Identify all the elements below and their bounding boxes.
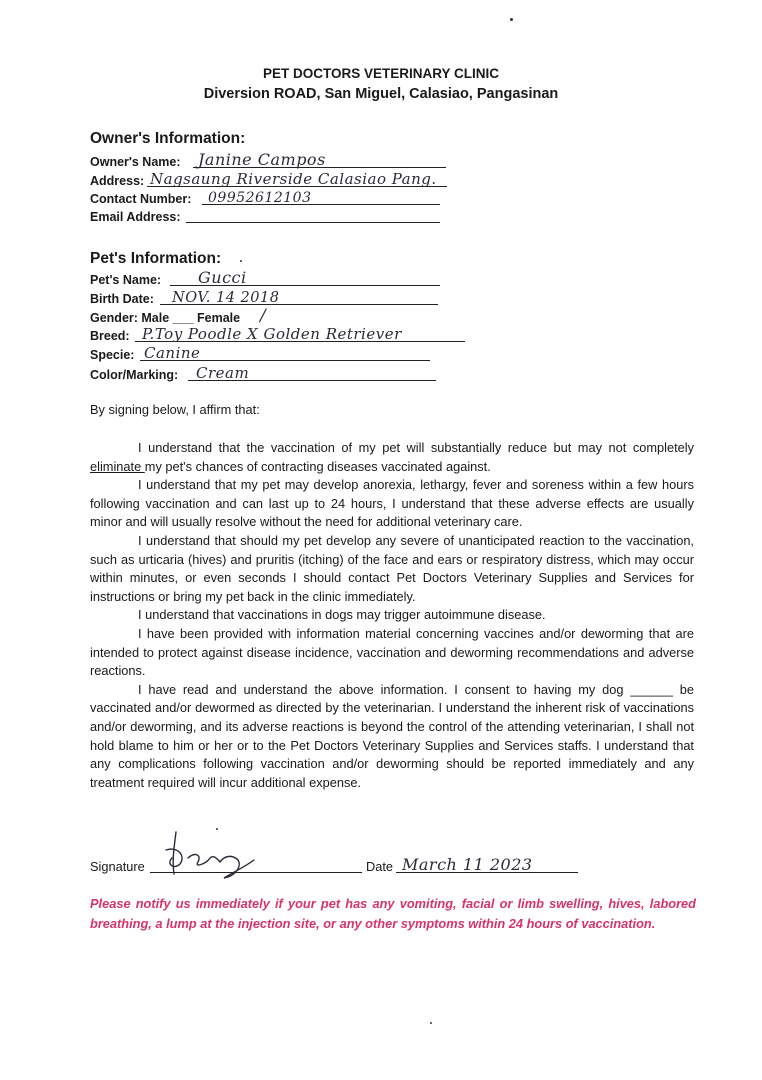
owner-address-field: [90, 171, 460, 189]
consent-paragraph-4: I understand that vaccinations in dogs may trigger autoimmune disease.: [138, 607, 546, 623]
consent-paragraph-2: I understand that my pet may develop anorexia, lethargy, fever and soreness within a few hours following vaccination and can last up to 24 hours, I understand that these adverse effects are usually minor and will usually resolve without the need for additional veterinary care.: [90, 477, 694, 530]
owner-info-heading: Owner's Information:: [90, 130, 246, 147]
pet-specie-label: Specie:: [90, 348, 135, 362]
signature-mark: [154, 830, 264, 886]
consent-paragraph-6: I have read and understand the above information. I consent to having my dog ______ be vaccinated and/or dewormed as directed by the veterinarian. I understand the inherent risk of vaccinations and/or deworming, and its adverse reactions is beyond the control of the attending veterinarian, I shall not hold blame to him or her or to the Pet Doctors Veterinary Supplies and Services staffs. I understand that any complications following vaccination and/or deworming should be reported immediately and any treatment required will incur additional expense.: [90, 681, 694, 790]
consent-p1-end: my pet's chances of contracting diseases vaccinated against.: [144, 458, 491, 474]
signature-label: Signature: [90, 859, 145, 874]
owner-name-field: [90, 152, 450, 170]
owner-email-field: [90, 207, 450, 225]
affirm-intro: By signing below, I affirm that:: [90, 402, 260, 417]
pet-birthdate-label: Birth Date:: [90, 292, 154, 306]
pet-gender-mark: /: [260, 306, 266, 326]
pet-specie-field: [90, 345, 435, 363]
signature-row: [90, 848, 694, 878]
pet-name-value: Gucci: [198, 268, 247, 287]
scan-speck: [510, 18, 513, 21]
scan-speck: [240, 260, 242, 262]
owner-contact-value: 09952612103: [208, 190, 312, 206]
pet-gender-label: Gender: Male ___ Female: [90, 311, 241, 325]
consent-p1-underlined: eliminate: [90, 458, 145, 474]
clinic-name: PET DOCTORS VETERINARY CLINIC: [262, 66, 500, 81]
consent-paragraph-3: I understand that should my pet develop any severe of unanticipated reaction to the vaccination, such as urticaria (hives) and pruritis (itching) of the face and ears or respiratory distress, which may occur within minutes, or even seconds I should contact Pet Doctors Veterinary Supplies and Services for instructions or bring my pet back in the clinic immediately.: [90, 532, 694, 604]
pet-color-field: [90, 365, 440, 383]
owner-contact-field: [90, 189, 450, 207]
consent-body: [90, 439, 694, 792]
pet-specie-value: Canine: [144, 344, 201, 362]
owner-name-value: Janine Campos: [198, 150, 326, 169]
clinic-header: [0, 64, 762, 104]
pet-color-label: Color/Marking:: [90, 368, 179, 382]
notice-text: Please notify us immediately if your pet has any vomiting, facial or limb swelling, hives, labored breathing, a lump at the injection site, or any other symptoms within 24 hours of vaccination.: [90, 896, 696, 931]
clinic-address: Diversion ROAD, San Miguel, Calasiao, Pangasinan: [203, 86, 559, 102]
owner-email-label: Email Address:: [90, 210, 181, 224]
pet-breed-label: Breed:: [90, 329, 130, 343]
pet-name-label: Pet's Name:: [90, 273, 162, 287]
pet-gender-field: [90, 308, 290, 326]
pet-info-heading: Pet's Information:: [90, 250, 222, 267]
consent-paragraph-1: [90, 439, 694, 476]
pet-birthdate-value: NOV. 14 2018: [172, 290, 280, 306]
date-value: March 11 2023: [402, 855, 533, 874]
pet-breed-field: [90, 326, 470, 344]
consent-p1-start: I understand that the vaccination of my pet will substantially reduce but may not completely: [138, 440, 694, 455]
owner-address-label: Address:: [90, 174, 145, 188]
date-label: Date: [366, 859, 394, 874]
pet-name-field: [90, 270, 450, 288]
pet-breed-value: P.Toy Poodle X Golden Retriever: [142, 325, 402, 343]
owner-email-line: [186, 222, 440, 223]
owner-address-value: Nagsaung Riverside Calasiao Pang.: [150, 170, 437, 188]
pet-color-value: Cream: [196, 364, 250, 382]
scan-speck: [430, 1022, 432, 1024]
consent-paragraph-5: I have been provided with information material concerning vaccines and/or deworming that are intended to protect against disease incidence, vaccination and deworming recommendations and adverse reactions.: [90, 625, 694, 679]
owner-name-label: Owner's Name:: [90, 155, 181, 169]
pet-birthdate-field: [90, 289, 450, 307]
owner-contact-label: Contact Number:: [90, 192, 192, 206]
